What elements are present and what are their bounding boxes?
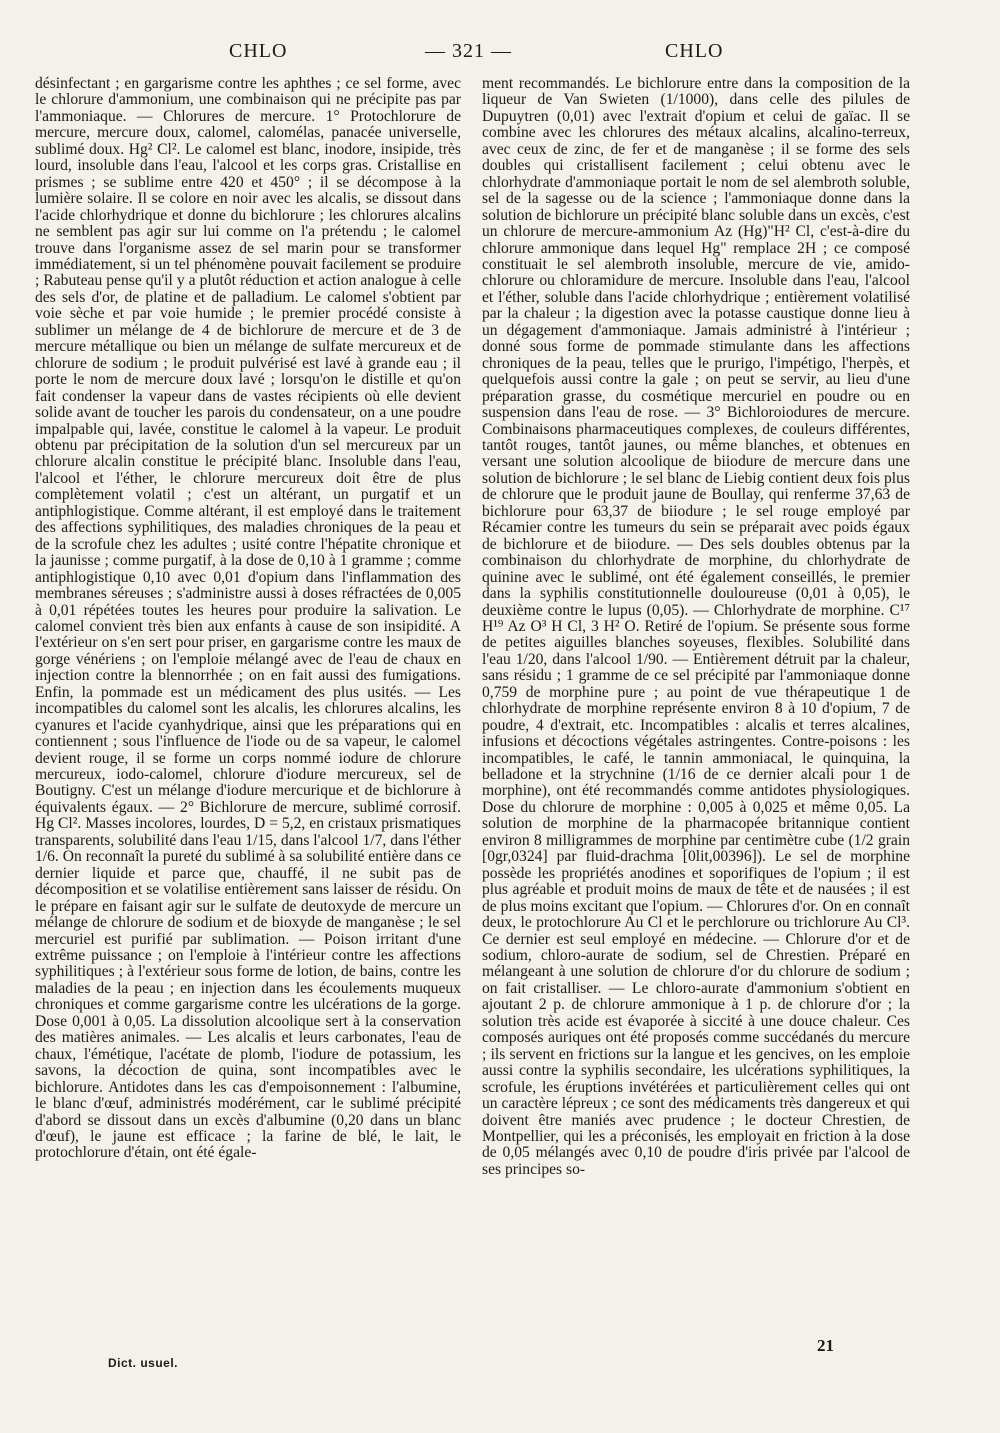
right-column bbox=[482, 76, 910, 1178]
page-number: — 321 — bbox=[425, 40, 512, 62]
running-head-left: CHLO bbox=[229, 40, 288, 62]
running-head bbox=[0, 40, 1000, 70]
left-column-text: désinfectant ; en gargarisme contre les aphthes ; ce sel forme, avec le chlorure d'ammonium, une combinaison qui ne précipite pas par l'ammoniaque. — Chlorures de mercure. 1° Protochlorure de mercure, mercure doux, calomel, calomélas, panacée universelle, sublimé doux. Hg² Cl². Le calomel est blanc, inodore, insipide, très lourd, insoluble dans l'eau, l'alcool et les corps gras. Cristallise en prismes ; se sublime entre 420 et 450° ; il se décompose à la lumière solaire. Il se colore en noir avec les alcalis, se dissout dans l'acide chlorhydrique et donne du bichlorure ; les chlorures alcalins ne semblent pas agir sur lui comme on l'a prétendu ; le calomel trouve dans l'organisme assez de sel marin pour se transformer immédiatement, si un tel phénomène pouvait facilement se produire ; Rabuteau pense qu'il y a plutôt réduction et action analogue à celle des sels d'or, de platine et de palladium. Le calomel s'obtient par voie sèche et par voie humide ; le premier procédé consiste à sublimer un mélange de 4 de bichlorure de mercure et de 3 de mercure métallique ou bien un mélange de sulfate mercureux et de chlorure de sodium ; le produit pulvérisé est lavé à grande eau ; il porte le nom de mercure doux lavé ; lorsqu'on le distille et qu'on fait condenser la vapeur dans de vastes récipients où elle devient solide avant de toucher les parois du condensateur, on a une poudre impalpable qui, lavée, constitue le calomel à la vapeur. Le produit obtenu par précipitation de la solution d'un sel mercureux par un chlorure alcalin constitue le précipité blanc. Insoluble dans l'eau, l'alcool et l'éther, le chlorure mercureux doit être de plus complètement volatil ; c'est un altérant, un purgatif et un antiphlogistique. Comme altérant, il est employé dans le traitement des affections syphilitiques, des maladies chroniques de la peau et de la scrofule chez les adultes ; usité contre l'hépatite chronique et la jaunisse ; comme purgatif, à la dose de 0,10 à 1 gramme ; comme antiphlogistique 0,10 avec 0,01 d'opium dans l'inflammation des membranes séreuses ; s'administre aussi à doses réfractées de 0,005 à 0,01 répétées toutes les heures pour produire la salivation. Le calomel convient très bien aux enfants à cause de son insipidité. A l'extérieur on s'en sert pour priser, en gargarisme contre les maux de gorge vénériens ; on l'emploie mélangé avec de l'eau de chaux en injection contre la blennorrhée ; on en fait aussi des fumigations. Enfin, la pommade est un médicament des plus usités. — Les incompatibles du calomel sont les alcalis, les chlorures alcalins, les cyanures et l'acide cyanhydrique, ainsi que les préparations qui en contiennent ; sous l'influence de l'iode ou de sa vapeur, le calomel devient rouge, il se forme un corps nommé iodure de chlorure mercureux, iodo-calomel, chlorure d'iodure mercureux, sel de Boutigny. C'est un mélange d'iodure mercurique et de bichlorure à équivalents égaux. — 2° Bichlorure de mercure, sublimé corrosif. Hg Cl². Masses incolores, lourdes, D = 5,2, en cristaux prismatiques transparents, solubilité dans l'eau 1/15, dans l'alcool 1/7, dans l'éther 1/6. On reconnaît la pureté du sublimé à sa solubilité entière dans ce dernier liquide et parce que, chauffé, il ne subit pas de décomposition et se volatilise entièrement sans laisser de résidu. On le prépare en faisant agir sur le sulfate de deutoxyde de mercure un mélange de chlorure de sodium et de bioxyde de manganèse ; le sel mercuriel est purifié par sublimation. — Poison irritant d'une extrême puissance ; on l'emploie à l'intérieur contre les affections syphilitiques ; à l'extérieur sous forme de lotion, de bains, contre les maladies de la peau ; en injection dans les écoulements muqueux chroniques et comme gargarisme contre les ulcérations de la gorge. Dose 0,001 à 0,05. La dissolution alcoolique sert à la conservation des matières animales. — Les alcalis et leurs carbonates, l'eau de chaux, l'émétique, l'acétate de plomb, l'iodure de potassium, les savons, la décoction de quina, sont incompatibles avec le bichlorure. Antidotes dans les cas d'empoisonnement : l'albumine, le blanc d'œuf, administrés modérément, car le sublimé précipité d'abord se dissout dans un excès d'albumine (0,20 dans un blanc d'œuf), le jaune est efficace ; la farine de blé, le lait, le protochlorure d'étain, ont été égale- bbox=[35, 75, 461, 1162]
footer-signature: Dict. usuel. bbox=[108, 1356, 179, 1370]
signature-number: 21 bbox=[817, 1336, 834, 1355]
right-column-text: ment recommandés. Le bichlorure entre dans la composition de la liqueur de Van Swieten (1/1000), dans celle des pilules de Dupuytren (0,01) avec l'extrait d'opium et celui de gaïac. Il se combine avec les chlorures des métaux alcalins, alcalino-terreux, avec ceux de zinc, de fer et de manganèse ; il se forme des sels doubles qui cristallisent facilement ; celui obtenu avec le chlorhydrate d'ammoniaque portait le nom de sel alembroth soluble, sel de la sagesse ou de la science ; l'ammoniaque donne dans la solution de bichlorure un précipité blanc soluble dans un excès, c'est un chlorure de mercure-ammonium Az (Hg)"H² Cl, c'est-à-dire du chlorure ammonique dans lequel Hg" remplace 2H ; ce composé constituait le sel alembroth insoluble, mercure de vie, amido-chlorure ou chloramidure de mercure. Insoluble dans l'eau, l'alcool et l'éther, soluble dans l'acide chlorhydrique ; entièrement volatilisé par la chaleur ; la digestion avec la potasse caustique donne lieu à un dégagement d'ammoniaque. Jamais administré à l'intérieur ; donné sous forme de pommade stimulante dans les affections chroniques de la peau, telles que le prurigo, l'impétigo, l'herpès, et quelquefois aussi contre la gale ; on peut se servir, au lieu d'une préparation grasse, du cosmétique mercuriel en poudre ou en suspension dans l'eau de rose. — 3° Bichloroiodures de mercure. Combinaisons pharmaceutiques complexes, de couleurs différentes, tantôt rouges, tantôt jaunes, ou même blanches, et obtenues en versant une solution alcoolique de biiodure de mercure dans une solution de bichlorure ; le sel blanc de Liebig contient deux fois plus de chlorure que le produit jaune de Boullay, qui renferme 37,63 de bichlorure pour 63,37 de biiodure ; le sel rouge employé par Récamier contre les tumeurs du sein se préparait avec poids égaux de bichlorure et de biiodure. — Des sels doubles obtenus par la combinaison du chlorhydrate de morphine, du chlorhydrate de quinine avec le sublimé, ont été également conseillés, le premier dans la syphilis constitutionnelle douloureuse (0,01 à 0,05), le deuxième contre le lupus (0,05). — Chlorhydrate de morphine. C¹⁷ H¹⁹ Az O³ H Cl, 3 H² O. Retiré de l'opium. Se présente sous forme de petites aiguilles blanches soyeuses, flexibles. Solubilité dans l'eau 1/20, dans l'alcool 1/90. — Entièrement détruit par la chaleur, sans résidu ; 1 gramme de ce sel précipité par l'ammoniaque donne 0,759 de morphine pure ; au point de vue thérapeutique 1 de chlorhydrate de morphine représente environ 8 à 10 d'opium, 7 de poudre, 4 d'extrait, etc. Incompatibles : alcalis et terres alcalines, infusions et décoctions végétales astringentes. Contre-poisons : les incompatibles, le café, le tannin ammoniacal, le quinquina, la belladone et la strychnine (1/16 de ce dernier alcali pour 1 de morphine), ont été recommandés comme antidotes physiologiques. Dose du chlorure de morphine : 0,005 à 0,025 et même 0,05. La solution de morphine de la pharmacopée britannique contient environ 8 milligrammes de morphine par centimètre cube (1/2 grain [0gr,0324] par fluid-drachma [0lit,00396]). Le sel de morphine possède les propriétés anodines et soporifiques de l'opium ; il est plus agréable et produit moins de maux de tête et de nausées ; il est de plus moins excitant que l'opium. — Chlorures d'or. On en connaît deux, le protochlorure Au Cl et le perchlorure ou trichlorure Au Cl³. Ce dernier est seul employé en médecine. — Chlorure d'or et de sodium, chloro-aurate de sodium, sel de Chrestien. Préparé en mélangeant à une solution de chlorure d'or du chlorure de sodium ; on fait cristalliser. — Le chloro-aurate d'ammonium s'obtient en ajoutant 2 p. de chlorure ammonique à 1 p. de chlorure d'or ; la solution très acide est évaporée à siccité à une douce chaleur. Ces composés auriques ont été proposés comme succédanés du mercure ; ils servent en frictions sur la langue et les gencives, on les emploie aussi contre la syphilis secondaire, les ulcérations syphilitiques, la scrofule, les éruptions invétérées et particulièrement celles qui ont un caractère lépreux ; ce sont des médicaments très dangereux et qui doivent être maniés avec prudence ; le docteur Chrestien, de Montpellier, qui les a préconisés, les employait en friction à la dose de 0,05 mélangés avec 0,10 de poudre d'iris privée par l'alcool de ses principes so- bbox=[482, 75, 910, 1178]
running-head-right: CHLO bbox=[665, 40, 724, 62]
left-column bbox=[35, 76, 461, 1162]
